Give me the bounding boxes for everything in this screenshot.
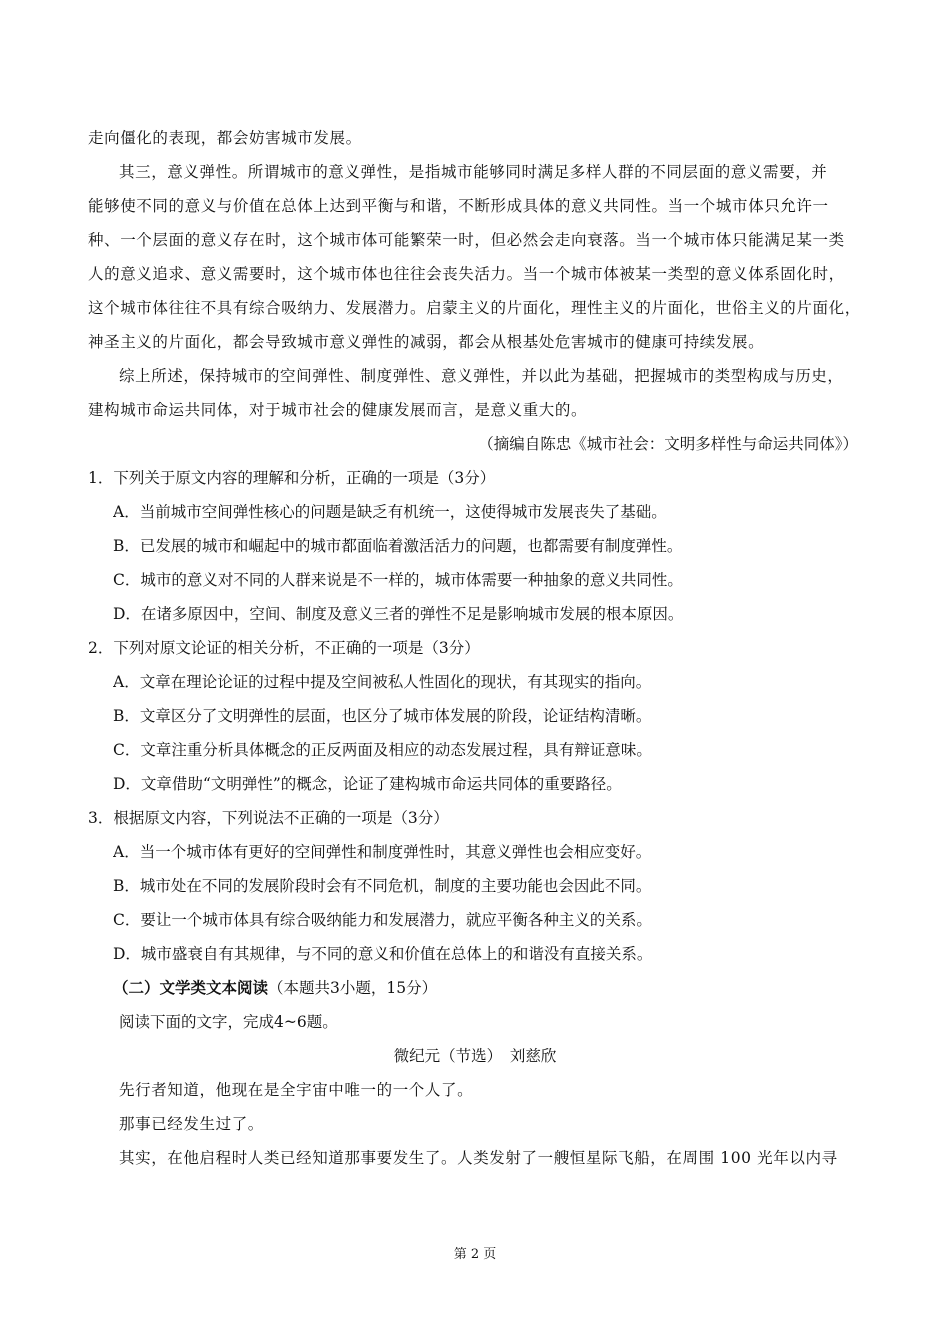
passage-line: 能够使不同的意义与价值在总体上达到平衡与和谐，不断形成具体的意义共同性。当一个城市体只允许一 <box>88 197 829 215</box>
passage-line: 建构城市命运共同体，对于城市社会的健康发展而言，是意义重大的。 <box>88 401 588 419</box>
question-option: D．在诸多原因中，空间、制度及意义三者的弹性不足是影响城市发展的根本原因。 <box>113 605 684 623</box>
section-heading-note: （本题共3小题，15分） <box>268 979 438 997</box>
passage-line: 这个城市体往往不具有综合吸纳力、发展潜力。启蒙主义的片面化，理性主义的片面化，世俗主义的片面化， <box>88 299 861 317</box>
question-option: D．文章借助“文明弹性”的概念，论证了建构城市命运共同体的重要路径。 <box>113 775 622 793</box>
section-heading-title: （二）文学类文本阅读 <box>113 978 269 997</box>
question-option: C．要让一个城市体具有综合吸纳能力和发展潜力，就应平衡各种主义的关系。 <box>113 911 652 929</box>
story-line: 其实，在他启程时人类已经知道那事要发生了。人类发射了一艘恒星际飞船，在周围 100 光年以内寻 <box>119 1149 838 1167</box>
passage-line: 其三，意义弹性。所谓城市的意义弹性，是指城市能够同时满足多样人群的不同层面的意义需要，并 <box>119 163 828 181</box>
question-option: B．已发展的城市和崛起中的城市都面临着激活活力的问题，也都需要有制度弹性。 <box>113 537 683 555</box>
section-instruction: 阅读下面的文字，完成4~6题。 <box>119 1013 338 1031</box>
passage-line: 走向僵化的表现，都会妨害城市发展。 <box>88 129 362 147</box>
question-stem: 3．根据原文内容，下列说法不正确的一项是（3分） <box>88 809 449 827</box>
question-option: B．城市处在不同的发展阶段时会有不同危机，制度的主要功能也会因此不同。 <box>113 877 652 895</box>
passage-source: （摘编自陈忠《城市社会：文明多样性与命运共同体》） <box>478 435 858 453</box>
story-title: 微纪元（节选） 刘慈欣 <box>393 1047 557 1065</box>
question-option: A．当一个城市体有更好的空间弹性和制度弹性时，其意义弹性也会相应变好。 <box>113 843 652 861</box>
question-option: A．当前城市空间弹性核心的问题是缺乏有机统一，这使得城市发展丧失了基础。 <box>113 503 667 521</box>
question-stem: 1．下列关于原文内容的理解和分析，正确的一项是（3分） <box>88 469 496 487</box>
question-option: C．城市的意义对不同的人群来说是不一样的，城市体需要一种抽象的意义共同性。 <box>113 571 683 589</box>
question-option: B．文章区分了文明弹性的层面，也区分了城市体发展的阶段，论证结构清晰。 <box>113 707 652 725</box>
story-line: 那事已经发生过了。 <box>119 1115 264 1133</box>
passage-line: 人的意义追求、意义需要时，这个城市体也往往会丧失活力。当一个城市体被某一类型的意义体系固化时， <box>88 265 845 283</box>
passage-line: 综上所述，保持城市的空间弹性、制度弹性、意义弹性，并以此为基础，把握城市的类型构成与历史， <box>119 367 844 385</box>
question-stem: 2．下列对原文论证的相关分析，不正确的一项是（3分） <box>88 639 480 657</box>
story-line: 先行者知道，他现在是全宇宙中唯一的一个人了。 <box>119 1081 474 1099</box>
question-option: D．城市盛衰自有其规律，与不同的意义和价值在总体上的和谐没有直接关系。 <box>113 945 653 963</box>
page-number: 第 2 页 <box>453 1247 497 1262</box>
passage-line: 种、一个层面的意义存在时，这个城市体可能繁荣一时，但必然会走向衰落。当一个城市体只能满足某一类 <box>88 231 845 249</box>
question-option: C．文章注重分析具体概念的正反两面及相应的动态发展过程，具有辩证意味。 <box>113 741 652 759</box>
passage-line: 神圣主义的片面化，都会导致城市意义弹性的减弱，都会从根基处危害城市的健康可持续发展。 <box>88 333 765 351</box>
section-heading <box>113 977 879 999</box>
question-option: A．文章在理论论证的过程中提及空间被私人性固化的现状，有其现实的指向。 <box>113 673 652 691</box>
